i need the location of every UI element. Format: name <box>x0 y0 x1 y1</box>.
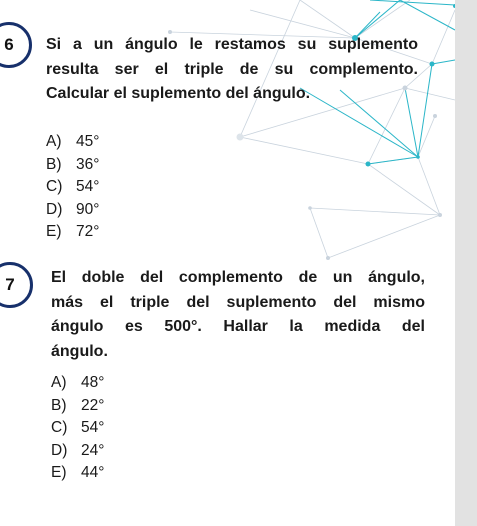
question-6-option-b[interactable] <box>46 156 99 179</box>
question-7-text <box>51 266 425 364</box>
question-7-line-2: más el triple del suplemento del mismo <box>51 293 425 311</box>
option-letter: C) <box>46 178 63 195</box>
question-7-option-e[interactable] <box>51 464 104 487</box>
question-6-line-1: Si a un ángulo le restamos su suplemento <box>46 36 418 53</box>
question-6-number: 6 <box>4 35 14 54</box>
question-6-options <box>46 133 99 246</box>
option-letter: A) <box>51 374 67 391</box>
option-value: 48° <box>81 374 105 391</box>
option-value: 44° <box>81 464 105 481</box>
option-value: 90° <box>76 200 100 218</box>
question-6-text <box>46 33 418 107</box>
option-letter: D) <box>51 441 68 459</box>
question-7-option-b[interactable] <box>51 397 104 420</box>
option-letter: E) <box>46 223 62 240</box>
question-7-line-3: ángulo es 500°. Hallar la medida del <box>51 318 425 335</box>
question-6-line-3: Calcular el suplemento del ángulo. <box>46 85 311 102</box>
option-letter: E) <box>51 464 67 481</box>
question-7-options <box>51 374 104 487</box>
option-value: 54° <box>81 419 105 436</box>
option-value: 22° <box>81 396 105 414</box>
right-edge-strip <box>455 0 477 526</box>
question-6-option-e[interactable] <box>46 223 99 246</box>
option-letter: B) <box>51 396 67 414</box>
question-7-option-d[interactable] <box>51 442 104 465</box>
question-6-option-d[interactable] <box>46 201 99 224</box>
option-value: 72° <box>76 223 100 240</box>
option-value: 54° <box>76 178 100 195</box>
question-7-number: 7 <box>5 275 15 294</box>
option-value: 45° <box>76 133 100 150</box>
option-letter: A) <box>46 133 62 150</box>
question-7-line-1: El doble del complemento de un ángulo, <box>51 269 425 286</box>
option-letter: B) <box>46 155 62 173</box>
question-7-option-a[interactable] <box>51 374 104 397</box>
question-7-line-4: ángulo. <box>51 342 108 360</box>
question-6-option-a[interactable] <box>46 133 99 156</box>
option-value: 24° <box>81 441 105 459</box>
option-value: 36° <box>76 155 100 173</box>
option-letter: C) <box>51 419 68 436</box>
question-6-line-2: resulta ser el triple de su complemento. <box>46 60 418 78</box>
question-7-option-c[interactable] <box>51 419 104 442</box>
question-6-option-c[interactable] <box>46 178 99 201</box>
option-letter: D) <box>46 200 63 218</box>
